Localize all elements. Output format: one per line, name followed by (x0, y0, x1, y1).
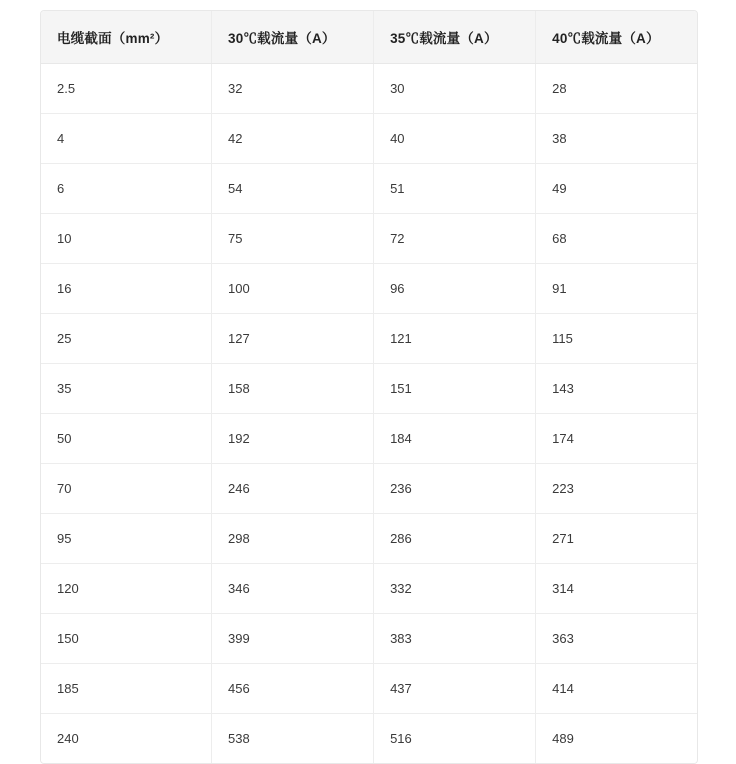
cell-ampacity-30c: 54 (212, 164, 374, 214)
table-header (41, 11, 697, 64)
cell-ampacity-35c: 151 (374, 364, 536, 414)
table-row (41, 114, 697, 164)
column-header-cable-section: 电缆截面（mm²） (41, 11, 212, 64)
cell-ampacity-35c: 332 (374, 564, 536, 614)
cell-ampacity-40c: 174 (536, 414, 697, 464)
cell-ampacity-40c: 271 (536, 514, 697, 564)
cell-ampacity-30c: 456 (212, 664, 374, 714)
cell-ampacity-35c: 40 (374, 114, 536, 164)
cell-cable-section: 95 (41, 514, 212, 564)
ampacity-table (41, 11, 697, 763)
cell-ampacity-40c: 28 (536, 64, 697, 114)
cell-ampacity-35c: 121 (374, 314, 536, 364)
cell-ampacity-35c: 236 (374, 464, 536, 514)
cell-cable-section: 50 (41, 414, 212, 464)
cell-ampacity-30c: 42 (212, 114, 374, 164)
cell-cable-section: 16 (41, 264, 212, 314)
cell-ampacity-35c: 286 (374, 514, 536, 564)
cell-ampacity-30c: 127 (212, 314, 374, 364)
cell-ampacity-35c: 51 (374, 164, 536, 214)
table-row (41, 214, 697, 264)
cell-ampacity-30c: 192 (212, 414, 374, 464)
cell-ampacity-40c: 314 (536, 564, 697, 614)
table-row (41, 514, 697, 564)
table-row (41, 714, 697, 764)
table-row (41, 564, 697, 614)
cell-ampacity-35c: 437 (374, 664, 536, 714)
table-row (41, 64, 697, 114)
table-body (41, 64, 697, 764)
cell-cable-section: 120 (41, 564, 212, 614)
column-header-ampacity-40c: 40℃载流量（A） (536, 11, 697, 64)
cell-ampacity-30c: 75 (212, 214, 374, 264)
cell-cable-section: 70 (41, 464, 212, 514)
table-row (41, 264, 697, 314)
cell-ampacity-30c: 538 (212, 714, 374, 764)
cell-cable-section: 10 (41, 214, 212, 264)
cell-cable-section: 25 (41, 314, 212, 364)
cell-ampacity-40c: 223 (536, 464, 697, 514)
cell-cable-section: 6 (41, 164, 212, 214)
cell-ampacity-30c: 100 (212, 264, 374, 314)
cell-ampacity-40c: 68 (536, 214, 697, 264)
cell-ampacity-35c: 72 (374, 214, 536, 264)
cell-ampacity-35c: 96 (374, 264, 536, 314)
table-row (41, 664, 697, 714)
cell-ampacity-35c: 383 (374, 614, 536, 664)
cell-ampacity-35c: 30 (374, 64, 536, 114)
cell-cable-section: 4 (41, 114, 212, 164)
cell-cable-section: 35 (41, 364, 212, 414)
cell-ampacity-40c: 143 (536, 364, 697, 414)
table-row (41, 614, 697, 664)
cell-ampacity-40c: 414 (536, 664, 697, 714)
cell-ampacity-35c: 516 (374, 714, 536, 764)
cell-ampacity-40c: 38 (536, 114, 697, 164)
column-header-ampacity-30c: 30℃载流量（A） (212, 11, 374, 64)
cell-ampacity-40c: 115 (536, 314, 697, 364)
cell-ampacity-35c: 184 (374, 414, 536, 464)
table-row (41, 314, 697, 364)
cell-ampacity-30c: 246 (212, 464, 374, 514)
ampacity-table-container (40, 10, 698, 764)
cell-ampacity-30c: 346 (212, 564, 374, 614)
table-row (41, 414, 697, 464)
cell-cable-section: 240 (41, 714, 212, 764)
cell-ampacity-30c: 32 (212, 64, 374, 114)
table-header-row (41, 11, 697, 64)
table-row (41, 164, 697, 214)
cell-ampacity-30c: 158 (212, 364, 374, 414)
cell-cable-section: 185 (41, 664, 212, 714)
table-row (41, 364, 697, 414)
cell-ampacity-30c: 298 (212, 514, 374, 564)
cell-ampacity-40c: 91 (536, 264, 697, 314)
column-header-ampacity-35c: 35℃载流量（A） (374, 11, 536, 64)
cell-ampacity-40c: 363 (536, 614, 697, 664)
cell-cable-section: 2.5 (41, 64, 212, 114)
cell-cable-section: 150 (41, 614, 212, 664)
cell-ampacity-30c: 399 (212, 614, 374, 664)
cell-ampacity-40c: 489 (536, 714, 697, 764)
cell-ampacity-40c: 49 (536, 164, 697, 214)
table-row (41, 464, 697, 514)
